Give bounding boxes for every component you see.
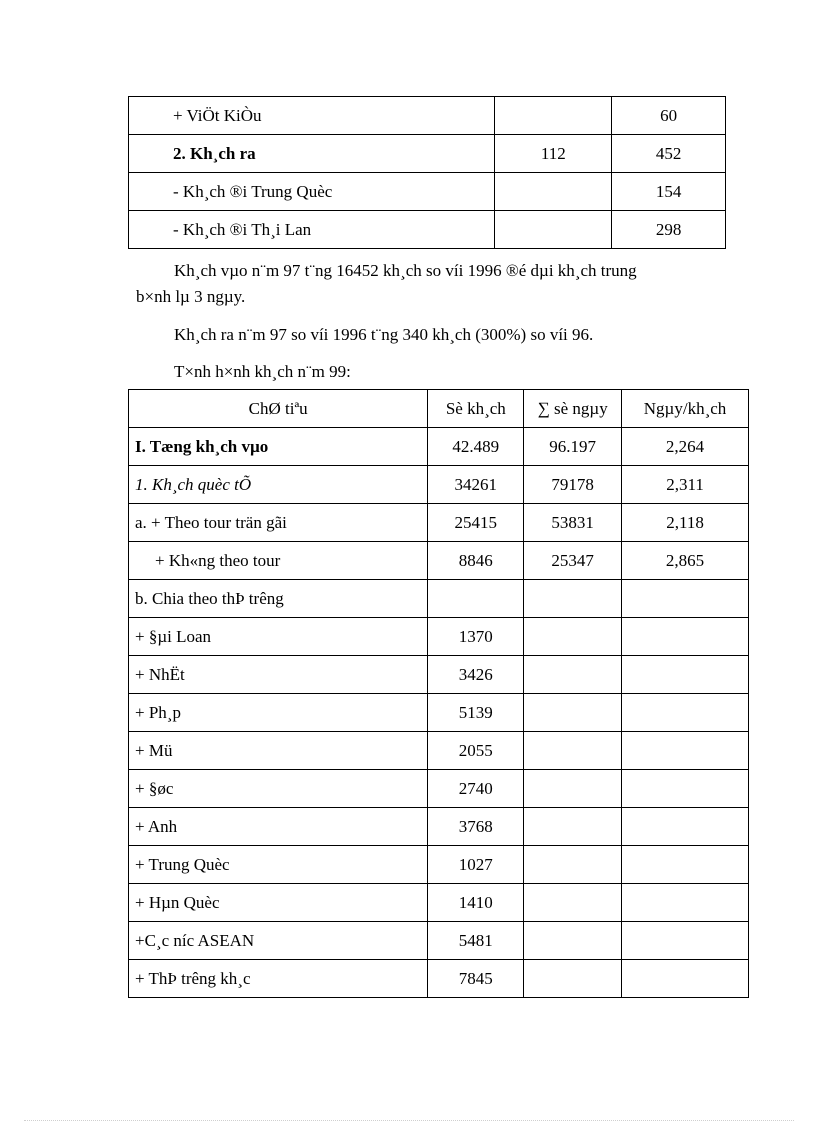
row-label: + Hµn Quèc (129, 884, 428, 922)
cell-value: 42.489 (428, 428, 524, 466)
cell-value (622, 732, 749, 770)
cell-value (524, 656, 622, 694)
cell-value (524, 922, 622, 960)
cell-value: 60 (612, 97, 726, 135)
cell-value: 34261 (428, 466, 524, 504)
cell-value: 112 (495, 135, 612, 173)
cell-value (524, 770, 622, 808)
cell-value: 452 (612, 135, 726, 173)
row-label: + §µi Loan (129, 618, 428, 656)
cell-value (524, 846, 622, 884)
cell-value (524, 960, 622, 998)
row-label: - Kh¸ch ®i Th¸i Lan (129, 211, 495, 249)
cell-value: 2,865 (622, 542, 749, 580)
column-header: ∑ sè ngµy (524, 390, 622, 428)
paragraph-3: T×nh h×nh kh¸ch n¨m 99: (174, 362, 351, 381)
table-row (129, 846, 749, 884)
cell-value: 2,311 (622, 466, 749, 504)
cell-value: 2,118 (622, 504, 749, 542)
row-label: 2. Kh¸ch ra (129, 135, 495, 173)
cell-value (622, 770, 749, 808)
cell-value (622, 922, 749, 960)
cell-value (622, 580, 749, 618)
table-row (129, 211, 726, 249)
cell-value (524, 618, 622, 656)
table-row (129, 504, 749, 542)
row-label: 1. Kh¸ch quèc tÕ (129, 466, 428, 504)
paragraph-2: Kh¸ch ra n¨m 97 so víi 1996 t¨ng 340 kh¸ch (300%) so víi 96. (174, 325, 594, 344)
cell-value (622, 846, 749, 884)
cell-value (428, 580, 524, 618)
paragraph-1-line-2: b×nh lµ 3 ngµy. (136, 287, 246, 306)
row-label: + NhËt (129, 656, 428, 694)
cell-value: 8846 (428, 542, 524, 580)
cell-value: 2,264 (622, 428, 749, 466)
cell-value: 2740 (428, 770, 524, 808)
row-label: + Kh«ng theo tour (129, 542, 428, 580)
cell-value (622, 960, 749, 998)
row-label: a. + Theo tour trän gãi (129, 504, 428, 542)
column-header: Sè kh¸ch (428, 390, 524, 428)
table-row (129, 694, 749, 732)
column-header: ChØ tiªu (129, 390, 428, 428)
cell-value: 298 (612, 211, 726, 249)
cell-value: 154 (612, 173, 726, 211)
page-bottom-divider (24, 1120, 794, 1121)
row-label: + Anh (129, 808, 428, 846)
cell-value: 25347 (524, 542, 622, 580)
row-label: + ViÖt KiÒu (129, 97, 495, 135)
paragraph-1-line-1: Kh¸ch vµo n¨m 97 t¨ng 16452 kh¸ch so víi 1996 ®é dµi kh¸ch trung (174, 261, 637, 280)
cell-value (622, 884, 749, 922)
table-row (129, 173, 726, 211)
row-label: b. Chia theo thÞ trêng (129, 580, 428, 618)
table-guests-1999 (128, 389, 749, 998)
table-row (129, 580, 749, 618)
cell-value: 79178 (524, 466, 622, 504)
cell-value: 3768 (428, 808, 524, 846)
cell-value: 5139 (428, 694, 524, 732)
cell-value (524, 580, 622, 618)
table-row (129, 960, 749, 998)
table-row (129, 922, 749, 960)
cell-value (622, 656, 749, 694)
table-row (129, 656, 749, 694)
cell-value: 5481 (428, 922, 524, 960)
cell-value (524, 694, 622, 732)
cell-value: 2055 (428, 732, 524, 770)
table-row (129, 732, 749, 770)
cell-value (524, 884, 622, 922)
cell-value (524, 732, 622, 770)
row-label: + Ph¸p (129, 694, 428, 732)
row-label: +C¸c níc ASEAN (129, 922, 428, 960)
cell-value: 7845 (428, 960, 524, 998)
row-label: - Kh¸ch ®i Trung Quèc (129, 173, 495, 211)
cell-value: 1027 (428, 846, 524, 884)
table-row (129, 808, 749, 846)
cell-value (622, 618, 749, 656)
table-outbound-guests (128, 96, 726, 249)
table-row (129, 618, 749, 656)
cell-value (495, 211, 612, 249)
table-header-row (129, 390, 749, 428)
cell-value: 1370 (428, 618, 524, 656)
table-row (129, 428, 749, 466)
table-row (129, 884, 749, 922)
cell-value (495, 97, 612, 135)
table-row (129, 542, 749, 580)
column-header: Ngµy/kh¸ch (622, 390, 749, 428)
cell-value: 25415 (428, 504, 524, 542)
cell-value: 96.197 (524, 428, 622, 466)
row-label: + §øc (129, 770, 428, 808)
cell-value (622, 694, 749, 732)
row-label: I. Tæng kh¸ch vµo (129, 428, 428, 466)
table-row (129, 770, 749, 808)
row-label: + ThÞ trêng kh¸c (129, 960, 428, 998)
table-row (129, 135, 726, 173)
cell-value (524, 808, 622, 846)
row-label: + Mü (129, 732, 428, 770)
cell-value: 1410 (428, 884, 524, 922)
table-row (129, 97, 726, 135)
cell-value: 53831 (524, 504, 622, 542)
cell-value: 3426 (428, 656, 524, 694)
row-label: + Trung Quèc (129, 846, 428, 884)
cell-value (495, 173, 612, 211)
table-row (129, 466, 749, 504)
cell-value (622, 808, 749, 846)
